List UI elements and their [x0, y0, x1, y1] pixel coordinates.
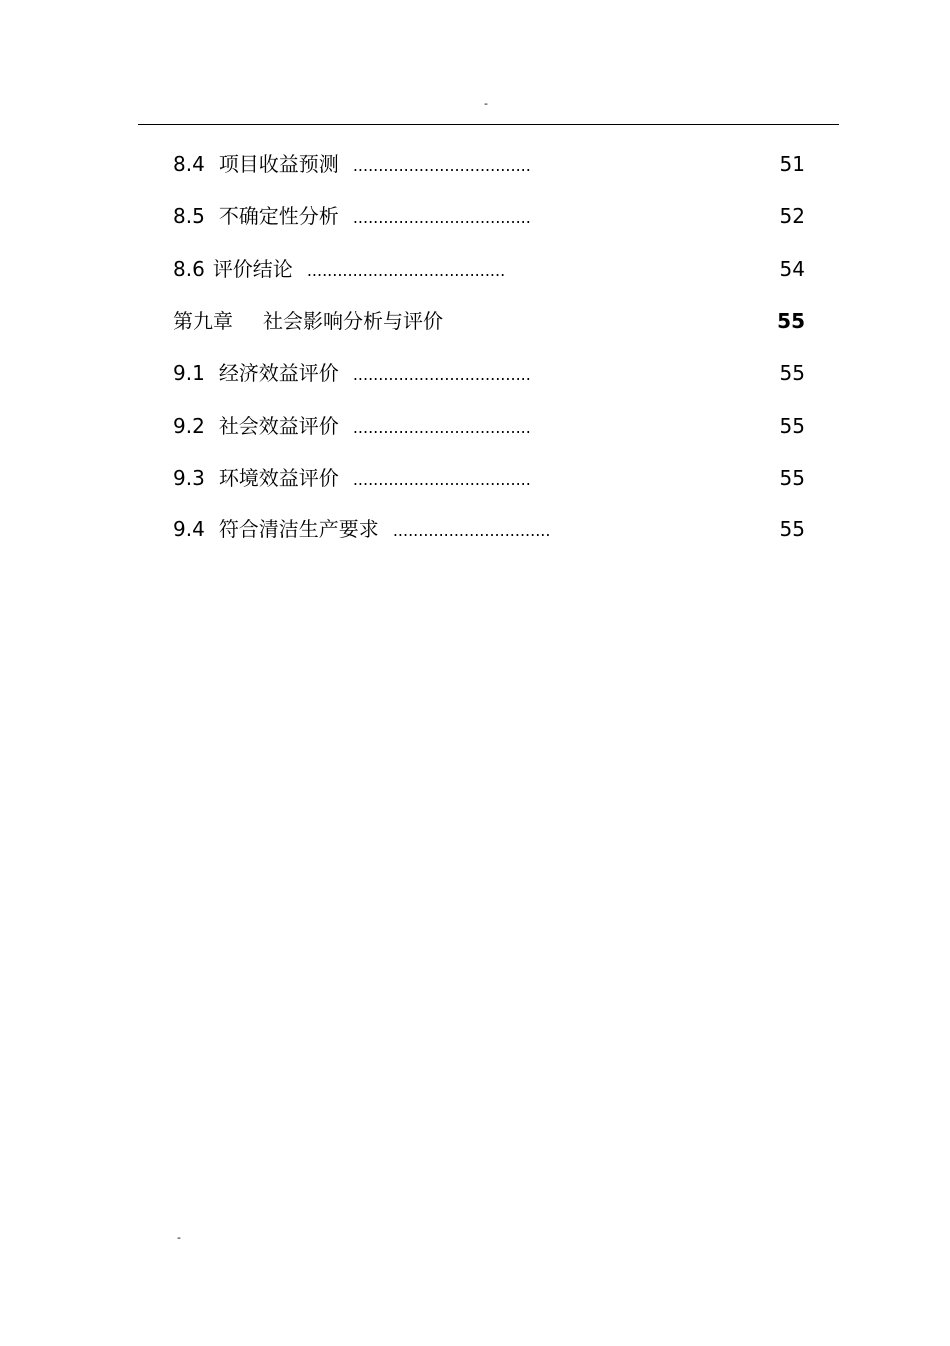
toc-entry-title: 经济效益评价 — [218, 361, 339, 385]
toc-chapter-title: 社会影响分析与评价 — [263, 309, 443, 333]
header-mark: - — [484, 97, 488, 110]
toc-entry-page: 54 — [779, 257, 805, 281]
toc-entry-8-6[interactable] — [173, 254, 805, 284]
toc-entry-9-1[interactable] — [173, 358, 805, 388]
toc-entry-chapter-9[interactable] — [173, 306, 805, 336]
header-rule — [138, 124, 839, 125]
toc-entry-title: 项目收益预测 — [218, 152, 339, 176]
toc-entry-title: 符合清洁生产要求 — [218, 517, 379, 541]
toc-entry-9-4[interactable] — [173, 514, 805, 544]
toc-entry-title: 社会效益评价 — [218, 414, 339, 438]
toc-entry-leader: ................................... — [352, 470, 531, 489]
toc-entry-leader: ................................... — [352, 418, 531, 437]
toc-entry-leader: ....................................... — [306, 261, 506, 280]
toc-entry-page: 55 — [779, 517, 805, 541]
toc-entry-9-3[interactable] — [173, 463, 805, 493]
toc-entry-number: 8.5 — [173, 204, 205, 228]
toc-entry-leader: ................................... — [352, 156, 531, 175]
toc-entry-number: 9.4 — [173, 517, 205, 541]
footer-mark: - — [177, 1231, 181, 1244]
toc-entry-number: 9.1 — [173, 361, 205, 385]
toc-entry-page: 55 — [779, 414, 805, 438]
toc-entry-page: 55 — [779, 466, 805, 490]
toc-entry-page: 51 — [779, 152, 805, 176]
toc-entry-title: 环境效益评价 — [218, 466, 339, 490]
toc-chapter-number: 第九章 — [173, 309, 233, 333]
toc-entry-8-4[interactable] — [173, 149, 805, 179]
toc-entry-page: 52 — [779, 204, 805, 228]
toc-entry-leader: ................................... — [352, 365, 531, 384]
toc-entry-title: 评价结论 — [212, 257, 293, 281]
toc-entry-page: 55 — [779, 361, 805, 385]
toc-entry-title: 不确定性分析 — [218, 204, 339, 228]
toc-entry-9-2[interactable] — [173, 411, 805, 441]
toc-entry-8-5[interactable] — [173, 201, 805, 231]
toc-entry-leader: ................................... — [352, 208, 531, 227]
toc-entry-number: 9.2 — [173, 414, 205, 438]
toc-entry-number: 8.4 — [173, 152, 205, 176]
toc-entry-number: 9.3 — [173, 466, 205, 490]
toc-entry-leader: ............................... — [392, 521, 551, 540]
toc-entry-number: 8.6 — [173, 257, 205, 281]
toc-chapter-page: 55 — [777, 309, 805, 333]
